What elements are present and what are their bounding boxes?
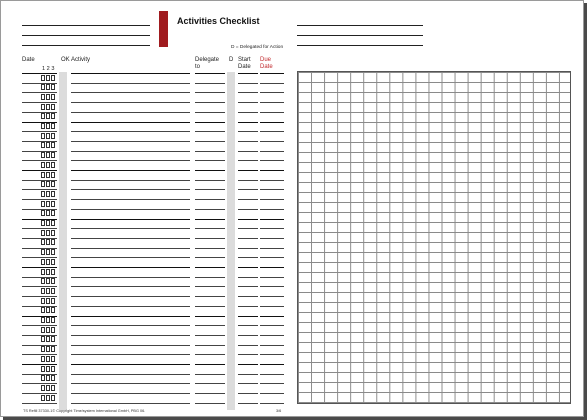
row-line [195, 151, 225, 152]
row-line [260, 296, 284, 297]
priority-checkbox[interactable] [41, 172, 45, 178]
priority-checkbox[interactable] [51, 94, 55, 100]
row-line [260, 238, 284, 239]
row-line [238, 374, 258, 375]
priority-checkbox[interactable] [46, 142, 50, 148]
priority-checkbox[interactable] [46, 133, 50, 139]
priority-checkbox[interactable] [41, 395, 45, 401]
row-line [260, 151, 284, 152]
title-accent-bar [159, 11, 168, 47]
row-line [195, 335, 225, 336]
priority-checkbox[interactable] [51, 356, 55, 362]
priority-checkbox[interactable] [51, 162, 55, 168]
delegation-note: D = Delegated for Action [231, 45, 284, 50]
page-number: 3/6 [276, 409, 282, 413]
priority-checkbox[interactable] [46, 181, 50, 187]
row-line [238, 403, 258, 404]
header-line [297, 35, 423, 36]
row-line [195, 345, 225, 346]
row-line [195, 296, 225, 297]
priority-checkbox[interactable] [41, 123, 45, 129]
row-line [71, 383, 190, 384]
row-line [71, 73, 190, 74]
priority-checkbox[interactable] [41, 356, 45, 362]
priority-checkbox[interactable] [51, 191, 55, 197]
priority-checkbox[interactable] [46, 113, 50, 119]
row-line [195, 277, 225, 278]
row-line [195, 238, 225, 239]
priority-checkbox[interactable] [41, 249, 45, 255]
priority-checkbox[interactable] [46, 346, 50, 352]
row-line [238, 170, 258, 171]
priority-checkbox[interactable] [41, 152, 45, 158]
priority-checkbox[interactable] [46, 104, 50, 110]
row-line [238, 102, 258, 103]
header-line [22, 35, 150, 36]
row-line [260, 257, 284, 258]
priority-checkbox[interactable] [46, 239, 50, 245]
row-line [260, 209, 284, 210]
row-line [195, 325, 225, 326]
row-line [260, 219, 284, 220]
row-line [238, 257, 258, 258]
priority-checkbox[interactable] [41, 220, 45, 226]
ok-column [59, 72, 67, 410]
priority-checkbox[interactable] [51, 220, 55, 226]
priority-checkbox[interactable] [46, 269, 50, 275]
priority-checkbox[interactable] [46, 327, 50, 333]
row-line [71, 286, 190, 287]
priority-checkbox[interactable] [41, 269, 45, 275]
col-header-d: D [229, 57, 234, 63]
row-line [238, 180, 258, 181]
priority-checkbox[interactable] [51, 269, 55, 275]
priority-checkbox[interactable] [51, 84, 55, 90]
row-line [195, 354, 225, 355]
priority-checkbox[interactable] [46, 249, 50, 255]
row-line [71, 228, 190, 229]
priority-checkbox[interactable] [51, 152, 55, 158]
row-line [260, 374, 284, 375]
row-line [260, 102, 284, 103]
row-line [195, 83, 225, 84]
row-line [260, 306, 284, 307]
priority-checkbox[interactable] [41, 133, 45, 139]
row-line [260, 122, 284, 123]
row-line [260, 383, 284, 384]
row-line [195, 199, 225, 200]
row-line [195, 170, 225, 171]
row-line [238, 219, 258, 220]
row-line [260, 286, 284, 287]
priority-checkbox[interactable] [46, 230, 50, 236]
row-line [238, 112, 258, 113]
row-line [260, 267, 284, 268]
col-header-delegate: Delegate to [195, 57, 220, 70]
priority-checkbox[interactable] [41, 191, 45, 197]
priority-checkbox[interactable] [46, 220, 50, 226]
row-line [238, 393, 258, 394]
row-line [71, 151, 190, 152]
row-line [22, 403, 57, 404]
priority-checkbox[interactable] [51, 395, 55, 401]
priority-checkbox[interactable] [51, 307, 55, 313]
priority-checkbox[interactable] [41, 278, 45, 284]
row-line [195, 189, 225, 190]
priority-checkbox[interactable] [51, 336, 55, 342]
priority-checkbox[interactable] [46, 298, 50, 304]
col-header-start-date: Start Date [238, 57, 251, 70]
row-line [71, 170, 190, 171]
row-line [71, 180, 190, 181]
row-line [195, 180, 225, 181]
priority-checkbox[interactable] [46, 317, 50, 323]
row-line [238, 122, 258, 123]
priority-checkbox[interactable] [41, 230, 45, 236]
row-line [238, 354, 258, 355]
priority-checkbox[interactable] [46, 123, 50, 129]
row-line [195, 257, 225, 258]
row-line [195, 306, 225, 307]
priority-checkbox[interactable] [41, 375, 45, 381]
row-line [238, 286, 258, 287]
priority-checkbox[interactable] [51, 210, 55, 216]
priority-checkbox[interactable] [51, 104, 55, 110]
row-line [71, 248, 190, 249]
d-column [227, 72, 235, 410]
row-line [260, 170, 284, 171]
priority-checkbox[interactable] [41, 162, 45, 168]
priority-checkbox[interactable] [51, 327, 55, 333]
priority-checkbox[interactable] [41, 346, 45, 352]
priority-checkbox[interactable] [51, 375, 55, 381]
priority-checkbox[interactable] [41, 201, 45, 207]
row-line [71, 267, 190, 268]
priority-checkbox[interactable] [41, 210, 45, 216]
priority-checkbox[interactable] [51, 113, 55, 119]
row-line [238, 277, 258, 278]
priority-checkbox[interactable] [46, 385, 50, 391]
priority-checkbox[interactable] [51, 278, 55, 284]
priority-checkbox[interactable] [51, 249, 55, 255]
priority-checkbox[interactable] [46, 75, 50, 81]
row-line [238, 306, 258, 307]
row-line [71, 219, 190, 220]
row-line [260, 335, 284, 336]
col-header-ok-activity: OK Activity [61, 57, 91, 63]
row-line [71, 306, 190, 307]
row-line [195, 92, 225, 93]
priority-checkbox[interactable] [51, 288, 55, 294]
row-line [195, 102, 225, 103]
priority-checkbox[interactable] [46, 356, 50, 362]
row-line [195, 374, 225, 375]
row-line [71, 102, 190, 103]
priority-checkbox[interactable] [41, 327, 45, 333]
row-line [71, 238, 190, 239]
row-line [195, 219, 225, 220]
header-line [22, 25, 150, 26]
row-line [260, 364, 284, 365]
row-line [71, 335, 190, 336]
row-line [195, 403, 225, 404]
priority-checkbox[interactable] [41, 366, 45, 372]
row-line [260, 345, 284, 346]
row-line [71, 277, 190, 278]
row-line [195, 286, 225, 287]
planning-grid [297, 71, 571, 404]
priority-checkbox[interactable] [41, 75, 45, 81]
priority-checkbox[interactable] [41, 104, 45, 110]
row-line [195, 112, 225, 113]
priority-checkbox[interactable] [41, 298, 45, 304]
row-line [260, 199, 284, 200]
priority-checkbox[interactable] [41, 336, 45, 342]
row-line [195, 122, 225, 123]
row-line [71, 199, 190, 200]
row-line [195, 209, 225, 210]
row-line [260, 248, 284, 249]
priority-checkbox[interactable] [41, 84, 45, 90]
row-line [238, 141, 258, 142]
row-line [260, 112, 284, 113]
priority-checkbox[interactable] [51, 133, 55, 139]
priority-checkbox[interactable] [51, 298, 55, 304]
priority-checkbox[interactable] [51, 75, 55, 81]
col-header-priority: 1 2 3 [42, 66, 55, 72]
row-line [71, 209, 190, 210]
priority-checkbox[interactable] [46, 162, 50, 168]
row-line [260, 228, 284, 229]
row-line [71, 325, 190, 326]
row-line [71, 403, 190, 404]
row-line [71, 131, 190, 132]
row-line [238, 316, 258, 317]
priority-checkbox[interactable] [46, 84, 50, 90]
row-line [71, 160, 190, 161]
row-line [71, 393, 190, 394]
priority-checkbox[interactable] [41, 239, 45, 245]
priority-checkbox[interactable] [41, 307, 45, 313]
priority-checkbox[interactable] [46, 366, 50, 372]
header-line [297, 45, 423, 46]
row-line [260, 316, 284, 317]
row-line [238, 83, 258, 84]
row-line [238, 209, 258, 210]
priority-checkbox[interactable] [46, 259, 50, 265]
row-line [238, 228, 258, 229]
priority-checkbox[interactable] [41, 113, 45, 119]
row-line [238, 199, 258, 200]
priority-checkbox[interactable] [46, 278, 50, 284]
row-line [71, 112, 190, 113]
priority-checkbox[interactable] [51, 172, 55, 178]
priority-checkbox[interactable] [51, 385, 55, 391]
col-header-date: Date [22, 57, 35, 63]
priority-checkbox[interactable] [46, 395, 50, 401]
row-line [71, 122, 190, 123]
row-line [260, 92, 284, 93]
row-line [195, 364, 225, 365]
row-line [71, 83, 190, 84]
priority-checkbox[interactable] [41, 181, 45, 187]
row-line [260, 277, 284, 278]
row-line [238, 296, 258, 297]
priority-checkbox[interactable] [41, 288, 45, 294]
row-line [238, 248, 258, 249]
col-header-due-date: Due Date [260, 57, 273, 70]
priority-checkbox[interactable] [51, 366, 55, 372]
row-line [260, 325, 284, 326]
row-line [195, 73, 225, 74]
row-line [195, 267, 225, 268]
row-line [260, 180, 284, 181]
priority-checkbox[interactable] [41, 385, 45, 391]
row-line [238, 131, 258, 132]
row-line [260, 83, 284, 84]
row-line [195, 160, 225, 161]
row-line [238, 160, 258, 161]
header-line [22, 45, 150, 46]
row-line [260, 189, 284, 190]
row-line [238, 189, 258, 190]
priority-checkbox[interactable] [46, 307, 50, 313]
priority-checkbox[interactable] [51, 230, 55, 236]
row-line [71, 189, 190, 190]
priority-checkbox[interactable] [46, 152, 50, 158]
row-line [71, 364, 190, 365]
priority-checkbox[interactable] [41, 142, 45, 148]
row-line [71, 92, 190, 93]
row-line [71, 296, 190, 297]
header-line [297, 25, 423, 26]
row-line [71, 354, 190, 355]
priority-checkbox[interactable] [46, 191, 50, 197]
priority-checkbox[interactable] [51, 142, 55, 148]
row-line [238, 151, 258, 152]
row-line [238, 364, 258, 365]
row-line [238, 73, 258, 74]
row-line [238, 383, 258, 384]
row-line [195, 316, 225, 317]
row-line [195, 383, 225, 384]
priority-checkbox[interactable] [46, 172, 50, 178]
row-line [195, 393, 225, 394]
row-line [71, 141, 190, 142]
row-line [260, 354, 284, 355]
priority-checkbox[interactable] [51, 123, 55, 129]
row-line [71, 345, 190, 346]
priority-checkbox[interactable] [51, 346, 55, 352]
priority-checkbox[interactable] [46, 288, 50, 294]
row-line [260, 131, 284, 132]
priority-checkbox[interactable] [41, 317, 45, 323]
row-line [238, 267, 258, 268]
row-line [195, 131, 225, 132]
row-line [71, 316, 190, 317]
priority-checkbox[interactable] [46, 210, 50, 216]
priority-checkbox[interactable] [46, 201, 50, 207]
row-line [238, 345, 258, 346]
priority-checkbox[interactable] [51, 181, 55, 187]
priority-checkbox[interactable] [51, 201, 55, 207]
row-line [238, 325, 258, 326]
priority-checkbox[interactable] [51, 239, 55, 245]
row-line [195, 228, 225, 229]
row-line [238, 238, 258, 239]
row-line [260, 403, 284, 404]
row-line [195, 141, 225, 142]
row-line [71, 374, 190, 375]
row-line [260, 141, 284, 142]
priority-checkbox[interactable] [51, 317, 55, 323]
row-line [238, 335, 258, 336]
priority-checkbox[interactable] [41, 259, 45, 265]
row-line [260, 160, 284, 161]
row-line [71, 257, 190, 258]
row-line [238, 92, 258, 93]
priority-checkbox[interactable] [51, 259, 55, 265]
priority-checkbox[interactable] [46, 375, 50, 381]
priority-checkbox[interactable] [46, 94, 50, 100]
priority-checkbox[interactable] [46, 336, 50, 342]
page-title: Activities Checklist [177, 16, 260, 26]
priority-checkbox[interactable] [41, 94, 45, 100]
copyright-footer: TS Refill 37330-1© Copyright Time/system International GmbH, PBG 06. [23, 409, 146, 413]
row-line [195, 248, 225, 249]
row-line [260, 73, 284, 74]
row-line [260, 393, 284, 394]
